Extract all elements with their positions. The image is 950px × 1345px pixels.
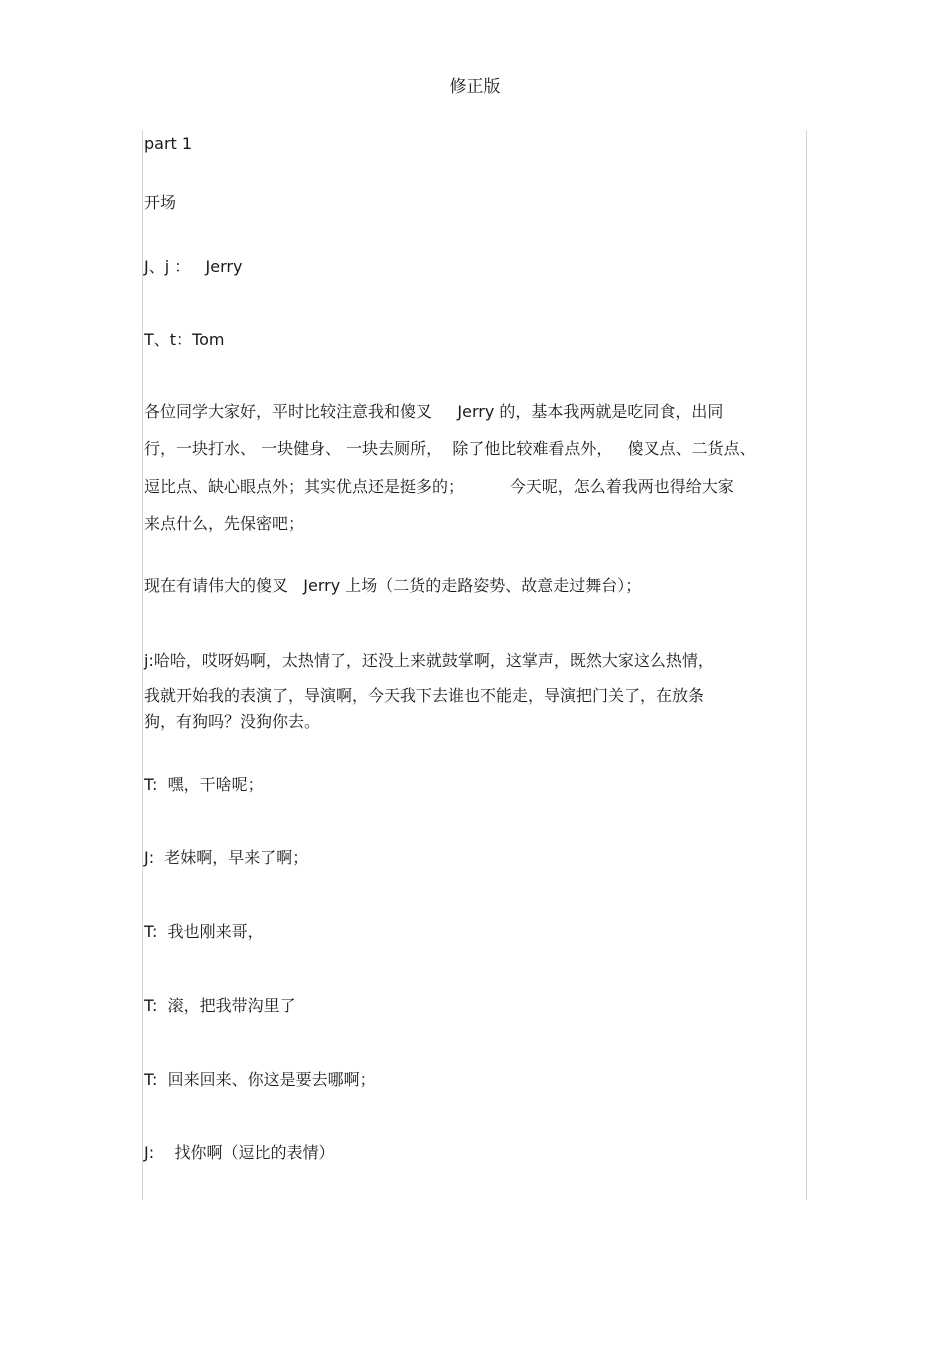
intro-paragraph-line: 行，一块打水、 一块健身、 一块去厕所， 除了他比较难看点外， 傻叉点、二货点、: [144, 439, 756, 458]
dialogue-line: J: 找你啊（逗比的表情）: [144, 1143, 335, 1162]
right-border-line: [806, 130, 807, 1200]
dialogue-paragraph-line: 我就开始我的表演了，导演啊，今天我下去谁也不能走，导演把门关了，在放条: [144, 686, 705, 705]
intro-paragraph-line: 逗比点、缺心眼点外；其实优点还是挺多的； 今天呢，怎么着我两也得给大家: [144, 477, 734, 496]
intro-paragraph-line: 各位同学大家好，平时比较注意我和傻叉 Jerry 的，基本我两就是吃同食，出同: [144, 402, 724, 421]
stage-direction: 现在有请伟大的傻叉 Jerry 上场（二货的走路姿势、故意走过舞台）；: [144, 576, 642, 595]
dialogue-line: T: 滚，把我带沟里了: [144, 996, 296, 1015]
dialogue-line: T: 我也刚来哥，: [144, 922, 264, 941]
scene-title: 开场: [144, 193, 177, 212]
dialogue-line: T: 嘿，干啥呢；: [144, 775, 264, 794]
dialogue-line: J: 老妹啊，早来了啊；: [144, 848, 309, 867]
left-border-line: [142, 130, 143, 1200]
dialogue-paragraph-line: 狗，有狗吗？没狗你去。: [144, 712, 321, 731]
dialogue-paragraph-line: j:哈哈，哎呀妈啊，太热情了，还没上来就鼓掌啊，这掌声，既然大家这么热情，: [144, 651, 714, 670]
intro-paragraph-line: 来点什么，先保密吧；: [144, 514, 305, 533]
character-jerry: J、j ： Jerry: [144, 257, 243, 276]
section-label: part 1: [144, 134, 193, 153]
page-header: 修正版: [449, 77, 501, 97]
dialogue-line: T: 回来回来、你这是要去哪啊；: [144, 1070, 376, 1089]
character-tom: T、t：Tom: [144, 330, 225, 349]
